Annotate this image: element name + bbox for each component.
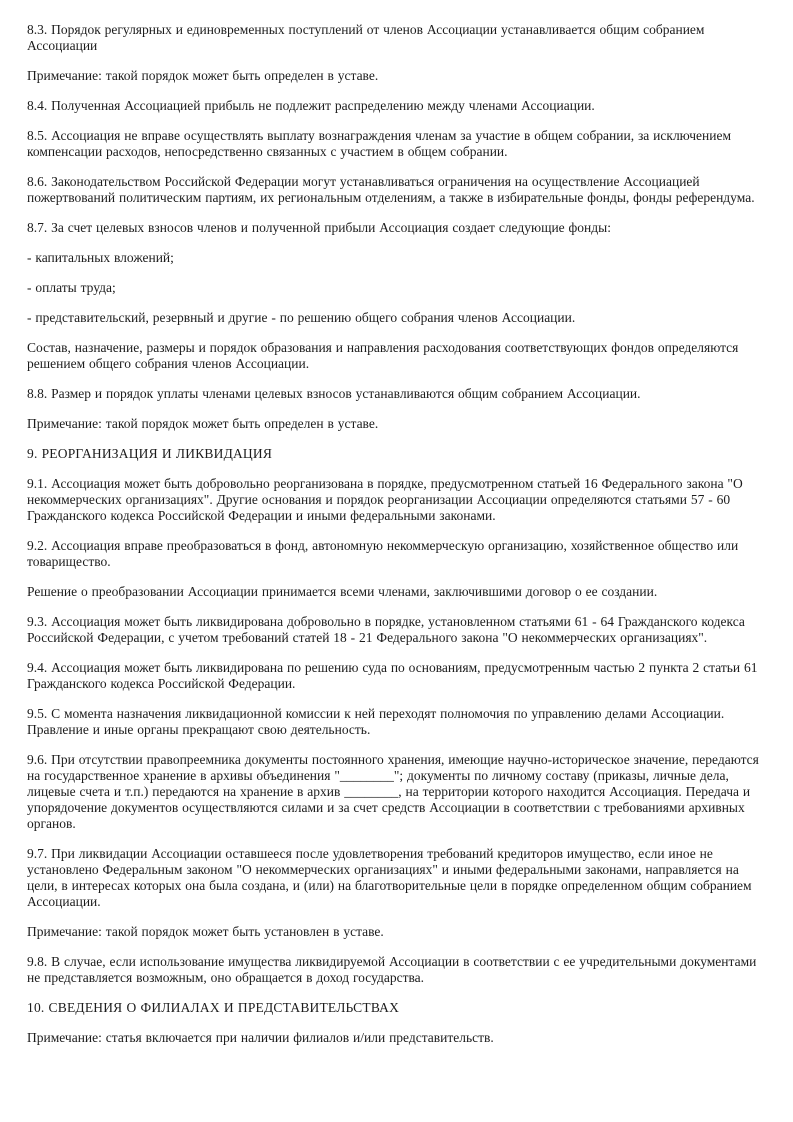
paragraph: 9.7. При ликвидации Ассоциации оставшееся после удовлетворения требований кредиторов имущество, если иное не установлено Федеральным законом "О некоммерческих организациях" и иными федеральными законами, направляется на цели, в интересах которых она была создана, и (или) на благотворительные цели в порядке определенном общим собранием Ассоциации. [27, 846, 752, 909]
paragraph: Решение о преобразовании Ассоциации принимается всеми членами, заключившими договор о ее создании. [27, 584, 658, 599]
paragraph: 8.8. Размер и порядок уплаты членами целевых взносов устанавливаются общим собранием Ассоциации. [27, 386, 641, 401]
section-heading: 9. РЕОРГАНИЗАЦИЯ И ЛИКВИДАЦИЯ [27, 446, 273, 461]
section-heading: 10. СВЕДЕНИЯ О ФИЛИАЛАХ И ПРЕДСТАВИТЕЛЬСТВАХ [27, 1000, 400, 1015]
list-item: - капитальных вложений; [27, 250, 174, 265]
paragraph: 9.4. Ассоциация может быть ликвидирована по решению суда по основаниям, предусмотренным частью 2 пункта 2 статьи 61 Гражданского кодекса Российской Федерации. [27, 660, 758, 691]
note-paragraph: Примечание: такой порядок может быть установлен в уставе. [27, 924, 384, 939]
list-item: - оплаты труда; [27, 280, 116, 295]
paragraph: 8.3. Порядок регулярных и единовременных поступлений от членов Ассоциации устанавливается общим собранием Ассоциации [27, 22, 705, 53]
note-paragraph: Примечание: статья включается при наличии филиалов и/или представительств. [27, 1030, 494, 1045]
paragraph: 8.5. Ассоциация не вправе осуществлять выплату вознаграждения членам за участие в общем собрании, за исключением компенсации расходов, непосредственно связанных с участием в общем собрании. [27, 128, 732, 159]
paragraph: 9.5. С момента назначения ликвидационной комиссии к ней переходят полномочия по управлению делами Ассоциации. Правление и иные органы прекращают свою деятельность. [27, 706, 725, 737]
document-body [27, 22, 765, 1046]
paragraph: 9.2. Ассоциация вправе преобразоваться в фонд, автономную некоммерческую организацию, хозяйственное общество или товарищество. [27, 538, 739, 569]
paragraph: 9.6. При отсутствии правопреемника документы постоянного хранения, имеющие научно-историческое значение, передаются на государственное хранение в архивы объединения "________"; документы по личному составу (приказы, личные дела, лицевые счета и т.п.) передаются на хранение в архив ________, на территории которого находится Ассоциация. Передача и упорядочение документов осуществляются силами и за счет средств Ассоциации в соответствии с требованиями архивных органов. [27, 752, 759, 831]
note-paragraph: Примечание: такой порядок может быть определен в уставе. [27, 416, 379, 431]
paragraph: Состав, назначение, размеры и порядок образования и направления расходования соответствующих фондов определяются решением общего собрания членов Ассоциации. [27, 340, 739, 371]
paragraph: 9.1. Ассоциация может быть добровольно реорганизована в порядке, предусмотренном статьей 16 Федерального закона "О некоммерческих организациях". Другие основания и порядок реорганизации Ассоциации определяются статьями 57 - 60 Гражданского кодекса Российской Федерации и иными федеральными законами. [27, 476, 743, 523]
list-item: - представительский, резервный и другие - по решению общего собрания членов Ассоциации. [27, 310, 576, 325]
paragraph: 8.6. Законодательством Российской Федерации могут устанавливаться ограничения на осуществление Ассоциацией пожертвований политическим партиям, их региональным отделениям, а также в избирательные фонды, фонды референдума. [27, 174, 755, 205]
paragraph: 8.4. Полученная Ассоциацией прибыль не подлежит распределению между членами Ассоциации. [27, 98, 595, 113]
paragraph: 8.7. За счет целевых взносов членов и полученной прибыли Ассоциация создает следующие фонды: [27, 220, 611, 235]
paragraph: 9.3. Ассоциация может быть ликвидирована добровольно в порядке, установленном статьями 61 - 64 Гражданского кодекса Российской Федерации, с учетом требований статей 18 - 21 Федерального закона "О некоммерческих организациях". [27, 614, 745, 645]
paragraph: 9.8. В случае, если использование имущества ликвидируемой Ассоциации в соответствии с ее учредительными документами не представляется возможным, оно обращается в доход государства. [27, 954, 757, 985]
note-paragraph: Примечание: такой порядок может быть определен в уставе. [27, 68, 379, 83]
